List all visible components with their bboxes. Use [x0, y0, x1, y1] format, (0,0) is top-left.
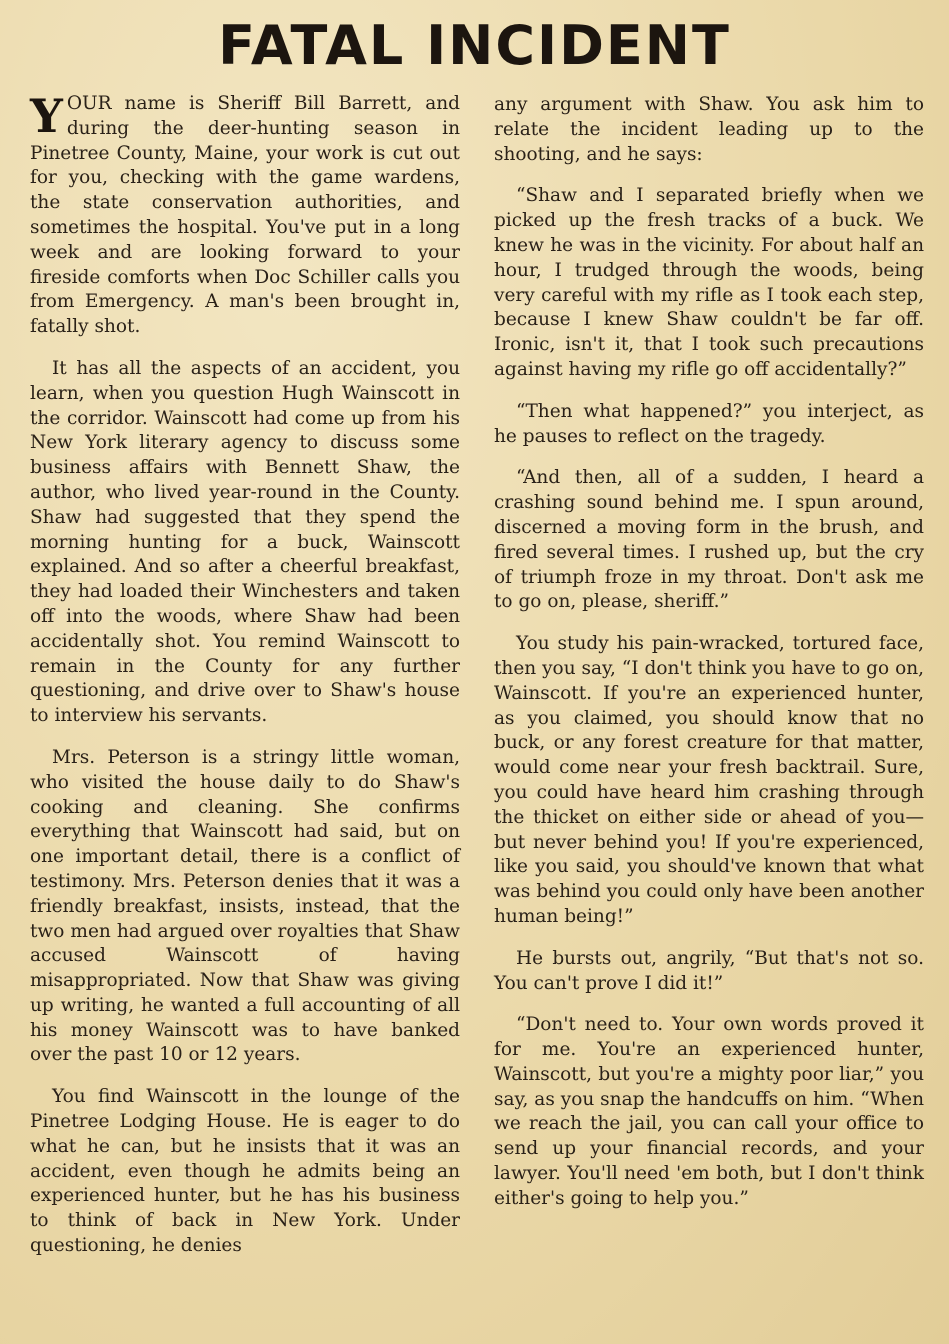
story-title: FATAL INCIDENT	[218, 14, 731, 77]
paragraph	[30, 89, 460, 340]
drop-cap: Y	[30, 89, 63, 143]
paragraph: Mrs. Peterson is a stringy little woman, who visited the house daily to do Shaw's cooking and cleaning. She confirms everything that Wainscott had said, but on one important detail, there is a conflict of testimony. Mrs. Peterson denies that it was a friendly breakfast, insists, instead, that the two men had argued over royalties that Shaw accused Wainscott of having misappropriated. Now that Shaw was giving up writing, he wanted a full accounting of all his money Wainscott was to have banked over the past 10 or 12 years.	[30, 746, 460, 1066]
paragraph: “Then what happened?” you interject, as he pauses to reflect on the tragedy.	[494, 400, 924, 447]
paragraph: any argument with Shaw. You ask him to relate the incident leading up to the shooting, and he says:	[494, 94, 924, 165]
paragraph: “Don't need to. Your own words proved it for me. You're an experienced hunter, Wainscott, but you're a mighty poor liar,” you say, as you snap the handcuffs on him. “When we reach the jail, you can call your office to send up your financial records, and your lawyer. You'll need 'em both, but I don't think either's going to help you.”	[494, 1014, 924, 1209]
paragraph: You find Wainscott in the lounge of the Pinetree Lodging House. He is eager to do what he can, but he insists that it was an accident, even though he admits being an experienced hunter, but he has his business to think of back in New York. Under questioning, he denies	[30, 1086, 460, 1257]
paragraph: It has all the aspects of an accident, you learn, when you question Hugh Wainscott in the corridor. Wainscott had come up from his New York literary agency to discuss some business affairs with Bennett Shaw, the author, who lived year-round in the County. Shaw had suggested that they spend the morning hunting for a buck, Wainscott explained. And so after a cheerful breakfast, they had loaded their Winchesters and taken off into the woods, where Shaw had been accidentally shot. You remind Wainscott to remain in the County for any further questioning, and drive over to Shaw's house to interview his servants.	[30, 357, 460, 727]
paragraph: “Shaw and I separated briefly when we picked up the fresh tracks of a buck. We knew he was in the vicinity. For about half an hour, I trudged through the woods, being very careful with my rifle as I took each step, because I knew Shaw couldn't be far off. Ironic, isn't it, that I took such precautions against having my rifle go off accidentally?”	[494, 185, 924, 380]
left-column	[30, 89, 460, 1276]
paragraph-text: OUR name is Sheriff Bill Barrett, and during the deer-hunting season in Pinetree County, Maine, your work is cut out for you, checking with the game wardens, the state conservation authorities, and sometimes the hospital. You've put in a long week and are looking forward to your fireside comforts when Doc Schiller calls you from Emergency. A man's been brought in, fatally shot.	[30, 93, 460, 338]
paragraph: “And then, all of a sudden, I heard a crashing sound behind me. I spun around, discerned a moving form in the brush, and fired several times. I rushed up, but the cry of triumph froze in my throat. Don't ask me to go on, please, sheriff.”	[494, 467, 924, 613]
right-column	[494, 93, 924, 1229]
paragraph: You study his pain-wracked, tortured face, then you say, “I don't think you have to go on, Wainscott. If you're an experienced hunter, as you claimed, you should know that no buck, or any forest creature for that matter, would come near your fresh backtrail. Sure, you could have heard him crashing through the thicket on either side or ahead of you—but never behind you! If you're experienced, like you said, you should've known that what was behind you could only have been another human being!”	[494, 633, 924, 927]
paragraph: He bursts out, angrily, “But that's not so. You can't prove I did it!”	[494, 947, 924, 994]
